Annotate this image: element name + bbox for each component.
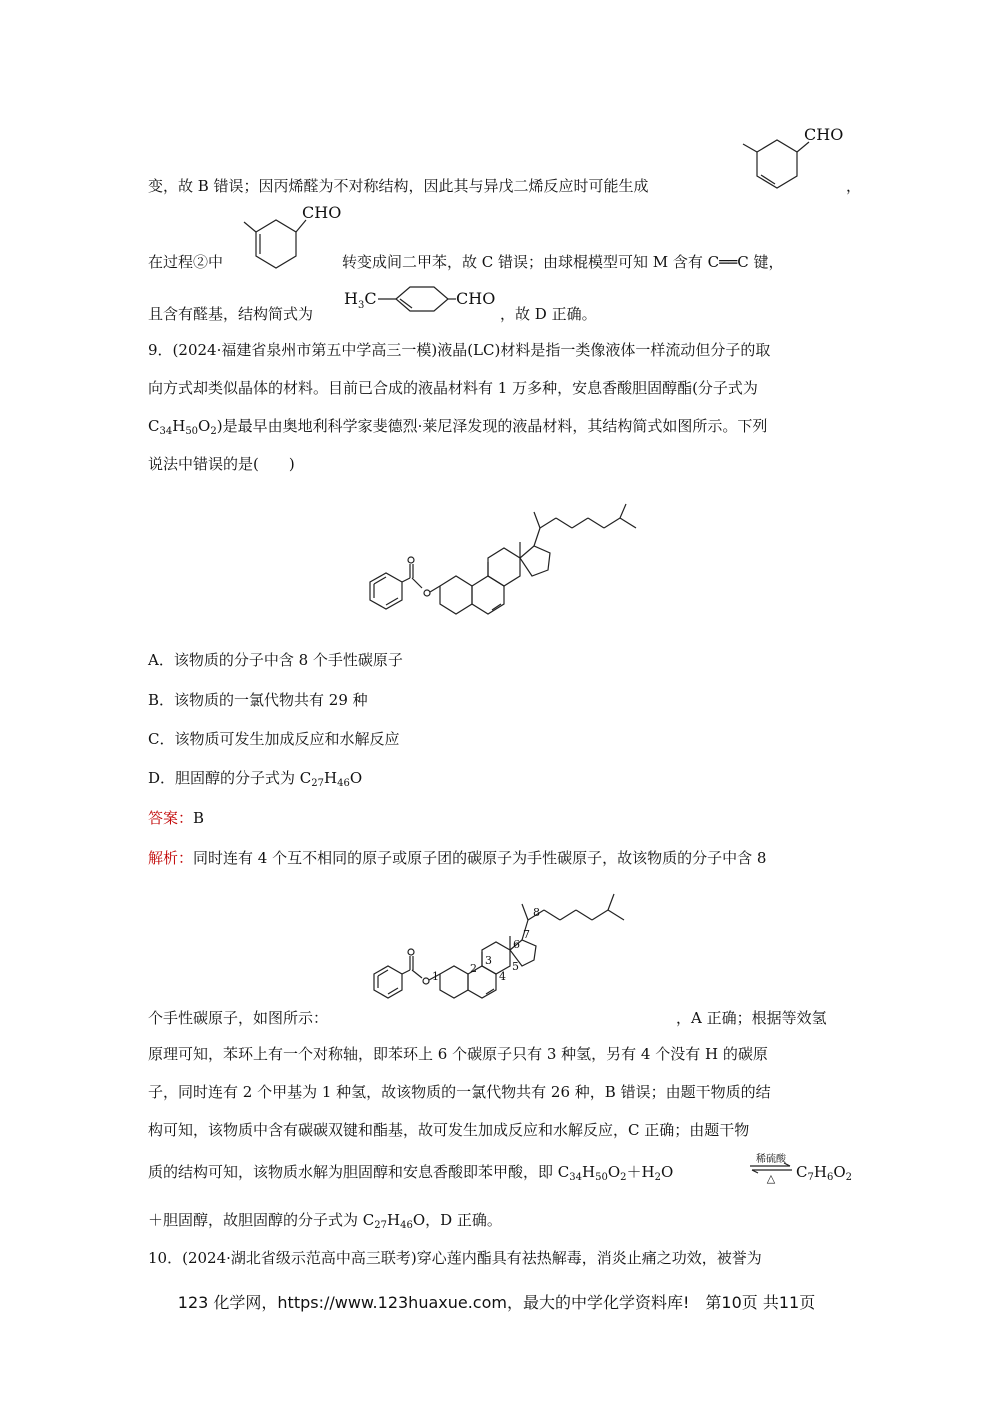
chiral-label-1: 1 — [432, 970, 439, 983]
cho-label: CHO — [804, 125, 844, 144]
structure-h3c-cyclohexene-cho — [344, 282, 504, 326]
q9-option-c: C．该物质可发生加成反应和水解反应 — [148, 730, 400, 748]
structure-cholesteryl-benzoate — [350, 496, 650, 626]
intro-line-3-end: ，故 D 正确。 — [500, 305, 597, 323]
intro-line-2-rest: 转变成间二甲苯，故 C 错误；由球棍模型可知 M 含有 C══C 键， — [342, 253, 784, 271]
text: 在过程②中 — [148, 253, 224, 271]
q9-explanation-line-5: 构可知，该物质中含有碳碳双键和酯基，故可发生加成反应和水解反应，C 正确；由题干物 — [148, 1121, 750, 1139]
condition-bottom: △ — [766, 1172, 776, 1185]
explanation-label: 解析： — [148, 849, 194, 867]
cho-label: CHO — [302, 203, 342, 222]
q9-explanation-line-6-product: $C_7H_6O_2$ — [796, 1163, 853, 1183]
structure-methylcyclohexene-aldehyde-2 — [232, 200, 352, 280]
chiral-label-6: 6 — [513, 938, 520, 951]
q9-explanation-line-2-end: ，A 正确；根据等效氢 — [676, 1009, 827, 1027]
structure-cholesteryl-benzoate-labeled — [366, 882, 666, 1012]
chiral-label-4: 4 — [499, 970, 506, 983]
q9-explanation-line-1: 解析：同时连有 4 个互不相同的原子或原子团的碳原子为手性碳原子，故该物质的分子中含 8 — [148, 849, 767, 867]
page-footer: 123 化学网，https://www.123huaxue.com，最大的中学化学资料库! 第10页 共11页 — [177, 1293, 816, 1312]
answer-label: 答案： — [148, 809, 194, 827]
q9-explanation-line-2: 个手性碳原子，如图所示： — [148, 1009, 329, 1027]
q9-stem-line-1: 9．(2024·福建省泉州市第五中学高三一模)液晶(LC)材料是指一类像液体一样流动但分子的取 — [148, 341, 771, 359]
reaction-condition — [748, 1150, 794, 1190]
chiral-label-2: 2 — [470, 962, 477, 975]
q9-stem-line-4: 说法中错误的是( ) — [148, 455, 295, 473]
structure-methylcyclohexene-aldehyde-1 — [730, 118, 850, 198]
text: 且含有醛基，结构简式为 — [148, 305, 314, 323]
q9-option-d: D．胆固醇的分子式为 $C_{27}H_{46}O$ — [148, 769, 363, 789]
answer-value: B — [193, 809, 205, 827]
q9-option-a: A．该物质的分子中含 8 个手性碳原子 — [148, 651, 403, 669]
q9-stem-line-3: $C_{34}H_{50}O_2$)是最早由奥地利科学家斐德烈·莱尼泽发现的液晶材料，其结构简式如图所示。下列 — [148, 417, 768, 437]
q9-explanation-line-4: 子，同时连有 2 个甲基为 1 种氢，故该物质的一氯代物共有 26 种，B 错误；由题干物质的结 — [148, 1083, 771, 1101]
intro-line-3 — [148, 304, 313, 324]
intro-line-2 — [148, 252, 223, 272]
q9-option-b: B．该物质的一氯代物共有 29 种 — [148, 691, 368, 709]
text: 变，故 B 错误；因丙烯醛为不对称结构，因此其与异戊二烯反应时可能生成 — [148, 177, 649, 195]
q10-stem-line-1: 10．(2024·湖北省级示范高中高三联考)穿心莲内酯具有祛热解毒，消炎止痛之功效，被誉为 — [148, 1249, 762, 1267]
cho-label: CHO — [456, 289, 496, 308]
q9-explanation-line-6: 质的结构可知，该物质水解为胆固醇和安息香酸即苯甲酸，即 $C_{34}H_{50}O_2+H_2O$ — [148, 1163, 674, 1183]
intro-line-1 — [148, 176, 649, 196]
q9-explanation-line-3: 原理可知，苯环上有一个对称轴，即苯环上 6 个碳原子只有 3 种氢，另有 4 个没有 H 的碳原 — [148, 1045, 768, 1063]
chiral-label-8: 8 — [533, 906, 540, 919]
condition-top: 稀硫酸 — [756, 1154, 786, 1165]
q9-stem-line-2: 向方式却类似晶体的材料。目前已合成的液晶材料有 1 万多种，安息香酸胆固醇酯(分子式为 — [148, 379, 758, 397]
q9-explanation-line-7: ＋胆固醇，故胆固醇的分子式为 $C_{27}H_{46}O$，D 正确。 — [148, 1211, 502, 1231]
chiral-label-7: 7 — [523, 928, 530, 941]
h3c-label: $H_3C$ — [344, 289, 377, 311]
intro-line-1-end: ， — [846, 177, 862, 195]
q9-answer — [148, 808, 204, 828]
chiral-label-3: 3 — [485, 954, 492, 967]
chiral-label-5: 5 — [512, 960, 519, 973]
